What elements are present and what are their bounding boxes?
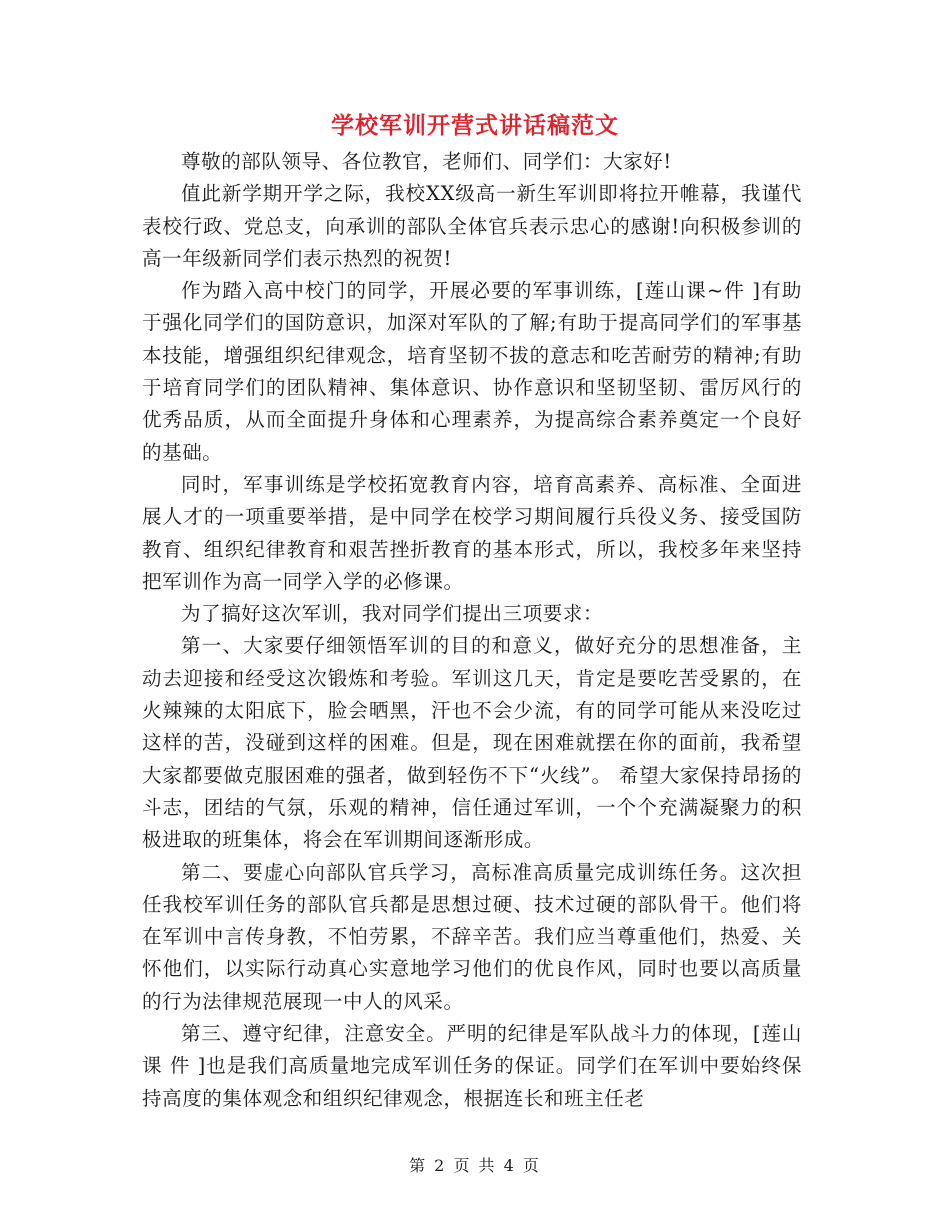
paragraph-requirement-2: 第二、要虚心向部队官兵学习，高标准高质量完成训练任务。这次担任我校军训任务的部队官兵都是思想过硬、技术过硬的部队骨干。他们将在军训中言传身教，不怕劳累，不辞辛苦。我们应当尊重他们，热爱、关怀他们，以实际行动真心实意地学习他们的优良作风，同时也要以高质量的行为法律规范展现一中人的风采。 bbox=[142, 860, 802, 1013]
paragraph-greeting: 尊敬的部队领导、各位教官，老师们、同学们：大家好! bbox=[181, 150, 672, 173]
paragraph-training-benefits: 作为踏入高中校门的同学，开展必要的军事训练，[莲山课~件 ]有助于强化同学们的国防意识，加深对军队的了解;有助于提高同学们的军事基本技能，增强组织纪律观念，培育坚韧不拔的意志和吃苦耐劳的精神;有助于培育同学们的团队精神、集体意识、协作意识和坚韧坚韧、雷厉风行的优秀品质，从而全面提升身体和心理素养，为提高综合素养奠定一个良好的基础。 bbox=[142, 279, 802, 464]
paragraph-requirements-intro: 为了搞好这次军训，我对同学们提出三项要求： bbox=[181, 602, 604, 626]
document-body bbox=[142, 146, 802, 1115]
document-title: 学校军训开营式讲话稿范文 bbox=[331, 112, 619, 139]
paragraph-requirement-3: 第三、遵守纪律，注意安全。严明的纪律是军队战斗力的体现，[莲山课 件 ]也是我们高质量地完成军训任务的保证。同学们在军训中要始终保持高度的集体观念和组织纪律观念，根据连长和班主任老 bbox=[142, 1022, 802, 1110]
paragraph-training-importance: 同时，军事训练是学校拓宽教育内容，培育高素养、高标准、全面进展人才的一项重要举措，是中同学在校学习期间履行兵役义务、接受国防教育、组织纪律教育和艰苦挫折教育的基本形式，所以，我校多年来坚持把军训作为高一同学入学的必修课。 bbox=[142, 472, 802, 593]
page-number: 第 2 页 共 4 页 bbox=[409, 1156, 541, 1175]
paragraph-opening: 值此新学期开学之际，我校XX级高一新生军训即将拉开帷幕，我谨代表校行政、党总支，向承训的部队全体官兵表示忠心的感谢!向积极参训的高一年级新同学们表示热烈的祝贺! bbox=[142, 182, 802, 270]
paragraph-requirement-1: 第一、大家要仔细领悟军训的目的和意义，做好充分的思想准备，主动去迎接和经受这次锻炼和考验。军训这几天，肯定是要吃苦受累的，在火辣辣的太阳底下，脸会晒黑，汗也不会少流，有的同学可能从来没吃过这样的苦，没碰到这样的困难。但是，现在困难就摆在你的面前，我希望大家都要做克服困难的强者，做到轻伤不下“火线”。 希望大家保持昂扬的斗志，团结的气氛，乐观的精神，信任通过军训，一个个充满凝聚力的积极进取的班集体，将会在军训期间逐渐形成。 bbox=[142, 634, 802, 852]
